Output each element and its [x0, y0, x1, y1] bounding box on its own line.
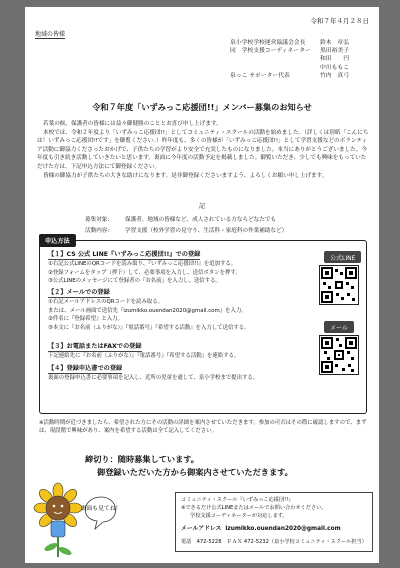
- mascot-speech-bubble: 裏面も見てね！: [80, 506, 122, 512]
- contact-heading: コミュニティ・スクール『いずみっこ応援団!!』: [181, 497, 294, 503]
- body-paragraph: 本校では、令和２年度より「いずみっこ応援団!!」としてコミュニティ・スクールの活動を始めました。（詳しくは別紙「こんにちは！いずみっこ応援団!!です」を御覧ください。）昨年度も、多くの皆様が「いずみっこ応援団!!」として学習支援などのボランティア活動に御協力くださったおかげで、子供たちの学習がより安全で充実したものになりました。本当にありがとうございました。今年度も引き続き活動していきたいと思います。裏面に今年度の活動予定を掲載しました。御覧いただき、少しでも興味をもっていただけた方は、下記申込方法にて御登録ください。: [37, 129, 369, 170]
- contact-email[interactable]: メールアドレス izumikko.ouendan2020@gmail.com: [181, 526, 341, 532]
- deadline: 締切り：随時募集しています。 御登録いただいた方から御案内させていただきます。: [85, 454, 293, 477]
- contact-box: [175, 492, 373, 552]
- sunflower-mascot: [33, 477, 123, 561]
- method-line: 【１】CS 公式 LINE『いずみっこ応援団!!』での登録 ①右記公式LINEのQRコードを読み取り、『いずみっこ応援団!!』を追加する。 ②登録フォームをタップ（押下）して、必要事項を入力し、送信ボタンを押す。 ③公式LINEのメッセージにて登録者の『お名前』を入力し、送信する。: [48, 251, 241, 285]
- note-text: ※活動時期が近づきましたら、希望された方にその活動の詳細を案内させていただきます。参加の可否はその際に確認しますので、まずは、現段階で興味があり、案内を希望する活動は全て記入してください。: [39, 420, 367, 435]
- contact-phone: 電話 472-5228 ＦＡＸ 472-5232（泉小学校コミュニティ・スクール担当）: [181, 539, 367, 545]
- body-paragraph: 若葉の候、保護者の皆様には益々御健勝のこととお喜び申し上げます。: [43, 121, 222, 127]
- sender-block: [230, 39, 349, 80]
- sender-row: 和田 円: [320, 56, 349, 63]
- application-methods-box: [39, 240, 367, 414]
- line-qr-code[interactable]: [319, 265, 359, 305]
- line-label: 公式LINE: [324, 251, 361, 263]
- document-page: [25, 7, 379, 563]
- application-methods-tab: 申込方法: [39, 234, 76, 247]
- contact-note: ※できるだけ公式LINEまたはメールでお問い合わせください。: [181, 505, 327, 511]
- mail-label: メール: [324, 321, 354, 333]
- method-phone-fax: 【３】お電話またはFAXでの登録 下記連絡先に『お名前（ふりがな）』『電話番号』『希望する活動』を連絡する。: [48, 343, 240, 360]
- body-paragraph: 皆様の御協力が子供たちの大きな助けになります。是非御登録くださいますよう、よろしくお願い申し上げます。: [43, 172, 328, 179]
- sender-row: 同 学校支援コーディネーター 黒田裕美子: [230, 48, 349, 55]
- page-title: 令和７年度「いずみっこ応援団!!」メンバー募集のお知らせ: [92, 102, 312, 112]
- method-mail: 【２】メールでの登録 ①右記メールアドレスのQRコードを読み取る。 または、メール画面で送信先『izumikko.ouendan2020@gmail.com』を入力。 ②件名に『登録希望』と入力。 ③本文に『お名前（ふりがな）』『電話番号』『希望する活動』を入力して送信する。: [48, 289, 250, 331]
- addressee: 地域の皆様: [35, 31, 66, 38]
- body-text: [37, 120, 371, 180]
- ki-heading: 記: [198, 203, 205, 210]
- recruitment-target: 募集対象： 保護者、地域の皆様など、成人されている方ならどなたでも 活動内容： 学習支援（校外学習の見守り、生活科・家庭科の作業補助など）: [85, 217, 288, 234]
- sender-row: 泉っこ サポーター代表 竹内 真弓: [230, 72, 349, 79]
- issue-date: 令和７年４月２８日: [310, 17, 369, 25]
- qr-icon: [320, 266, 358, 304]
- mail-qr-code[interactable]: [319, 335, 359, 375]
- method-paper-form: 【４】登録申込書での登録 裏面の登録申込書に必要事項を記入し、近所の児童を通して、泉小学校まで提出する。: [48, 365, 259, 382]
- qr-icon: [320, 336, 358, 374]
- contact-note: 学校支援コーディネーターが対応します。: [190, 513, 288, 519]
- sender-row: 泉小学校学校運営協議会会長 鈴木 章弘: [230, 40, 349, 46]
- sender-row: 中川ももこ: [320, 64, 349, 71]
